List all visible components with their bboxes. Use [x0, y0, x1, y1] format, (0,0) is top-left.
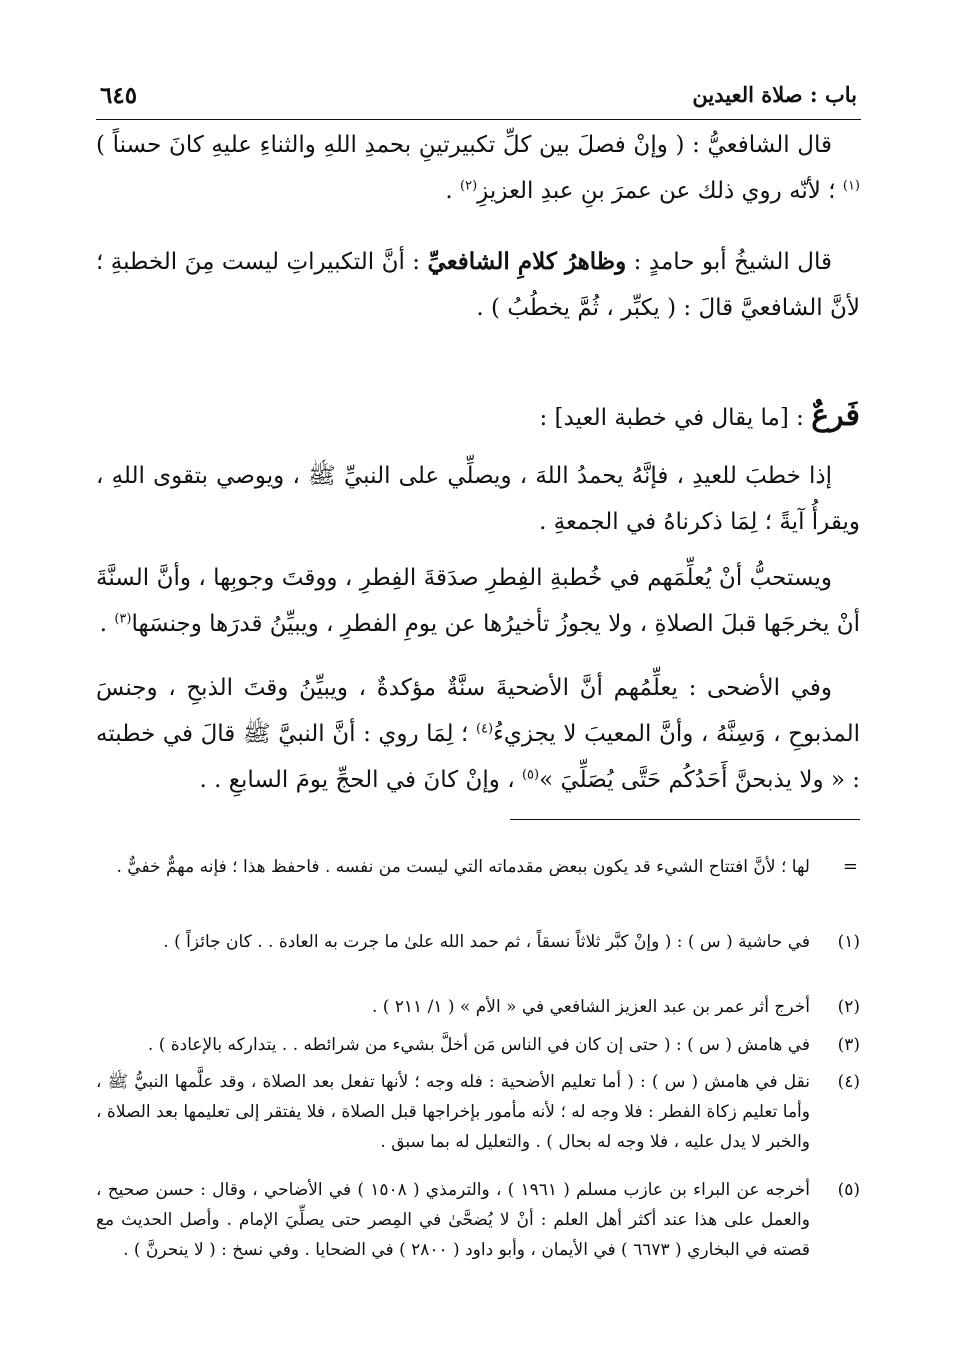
- footnote-ref-2[interactable]: (٢): [460, 178, 478, 194]
- paragraph-text: قال الشيخُ أبو حامدٍ :: [626, 249, 832, 275]
- footnote-text: في حاشية ( س ) : ( وإنْ كبَّر ثلاثاً نسقاً ، ثم حمد الله علىٰ ما جرت به العادة . . كان جائزاً ) .: [163, 932, 810, 952]
- paragraph-shafii-takbir: [96, 122, 860, 214]
- footnote-2: [96, 992, 860, 1022]
- paragraph-text: ؛ لِمَا روي : أنَّ النبيَّ ﷺ قالَ في خطبته : « ولا يذبحنَّ أَحَدُكُم حَتَّى يُصَلِّيَ »: [96, 721, 860, 793]
- footnote-number: (٣): [837, 1035, 860, 1055]
- footnote-4: [96, 1067, 860, 1157]
- footnote-continuation: [96, 852, 860, 882]
- paragraph-text: .: [445, 178, 461, 204]
- footnote-ref-5[interactable]: (٥): [521, 767, 540, 783]
- footnote-number: (٤): [837, 1072, 860, 1092]
- page-number: ٦٤٥: [100, 82, 138, 109]
- running-header-title: باب : صلاة العيدين: [692, 82, 857, 107]
- paragraph-text: ، وإنْ كانَ في الحجِّ يومَ السابعِ . .: [199, 767, 522, 793]
- footnote-text: نقل في هامش ( س ) : ( أما تعليم الأضحية : فله وجه ؛ لأنها تفعل بعد الصلاة ، وقد علَّمها النبيُّ ﷺ ، وأما تعليم زكاة الفطر : فلا وجه له ؛ لأنه مأمور بإخراجها قبل الصلاة ، فلا يفتقر إلى تعليمها بعد الصلاة ، والخبر لا يدل عليه ، فلا وجه له بحال ) . والتعليل له بما سبق .: [96, 1072, 810, 1152]
- footnote-text: لها ؛ لأنَّ افتتاح الشيء قد يكون ببعض مقدماته التي ليست من نفسه . فاحفظ هذا ؛ فإنه مهمٌّ خفيٌّ .: [116, 857, 810, 877]
- paragraph-abu-hamid: [96, 239, 860, 331]
- paragraph-text: ويستحبُّ أنْ يُعلِّمَهم في خُطبةِ الفِطرِ صدَقةَ الفِطرِ ، ووقتَ وجوبِها ، وأنَّ السنَّةَ أنْ يخرجَها قبلَ الصلاةِ ، ولا يجوزُ تأخيرُها عن يومِ الفطرِ ، ويبيِّنُ قدرَها وجنسَها: [96, 565, 860, 637]
- paragraph-text: : أنَّ التكبيراتِ ليست مِنَ الخطبةِ ؛ لأنَّ الشافعيَّ قالَ : ( يكبِّر ، ثُمَّ يخطُبُ ) .: [96, 249, 860, 321]
- footnote-text: أخرجه عن البراء بن عازب مسلم ( ١٩٦١ ) ، والترمذي ( ١٥٠٨ ) في الأضاحي ، وقال : حسن صحيح ، والعمل على هذا عند أكثر أهل العلم : أنْ لا يُضحَّىٰ في المِصر حتى يصلِّيَ الإمام . وأصل الحديث مع قصته في البخاري ( ٦٦٧٣ ) في الأيمان ، وأبو داود ( ٢٨٠٠ ) في الضحايا . وفي نسخ : ( لا ينحرنَّ ) .: [96, 1180, 810, 1260]
- paragraph-adha-sermon: [96, 665, 860, 803]
- footnote-separator: [510, 819, 860, 820]
- footnote-text: في هامش ( س ) : ( حتى إن كان في الناس مَن أخلَّ بشيء من شرائطه . . يتداركه بالإعادة ) .: [147, 1035, 810, 1055]
- emphasized-phrase: وظاهرُ كلامِ الشافعيِّ: [427, 248, 627, 275]
- footnote-5: [96, 1175, 860, 1265]
- paragraph-text: وفي الأضحى : يعلِّمُهم أنَّ الأضحيةَ سنَّةٌ مؤكدةٌ ، ويبيِّنُ وقتَ الذبحِ ، وجنسَ المذبوحِ ، وَسِنَّهُ ، وأنَّ المعيبَ لا يجزيءُ: [96, 675, 861, 747]
- continuation-marker: =: [842, 856, 858, 877]
- paragraph-text: قال الشافعيُّ : ( وإنْ فصلَ بين كلِّ تكبيرتينِ بحمدِ اللهِ والثناءِ عليهِ كانَ حسناً ): [96, 132, 832, 158]
- paragraph-text: ؛ لأنّه روي ذلك عن عمرَ بنِ عبدِ العزيزِ: [477, 178, 843, 204]
- footnote-ref-3[interactable]: (٣): [114, 611, 132, 627]
- footnote-number: (٢): [837, 997, 860, 1017]
- paragraph-fitr-sermon: [96, 555, 860, 647]
- header-rule: [96, 119, 861, 120]
- footnote-number: (١): [837, 932, 860, 952]
- paragraph-eid-sermon: [96, 453, 860, 545]
- footnote-number: (٥): [837, 1180, 860, 1200]
- footnote-3: [96, 1030, 860, 1060]
- footnote-ref-1[interactable]: (١): [842, 178, 860, 194]
- paragraph-text: .: [99, 611, 115, 637]
- paragraph-text: إذا خطبَ للعيدِ ، فإنَّهُ يحمدُ اللهَ ، ويصلِّي على النبيِّ ﷺ ، ويوصي بتقوى اللهِ ، ويقرأُ آيةً ؛ لِمَا ذكرناهُ في الجمعةِ .: [96, 463, 860, 535]
- section-heading-branch: [96, 393, 860, 441]
- footnote-text: أخرج أثر عمر بن عبد العزيز الشافعي في « الأم » ( ١/ ٢١١ ) .: [371, 997, 810, 1017]
- branch-label: فَرعٌ: [811, 398, 860, 433]
- branch-subtitle: : [ما يقال في خطبة العيد] :: [539, 405, 812, 431]
- footnote-1: [96, 927, 860, 957]
- footnote-ref-4[interactable]: (٤): [475, 721, 494, 737]
